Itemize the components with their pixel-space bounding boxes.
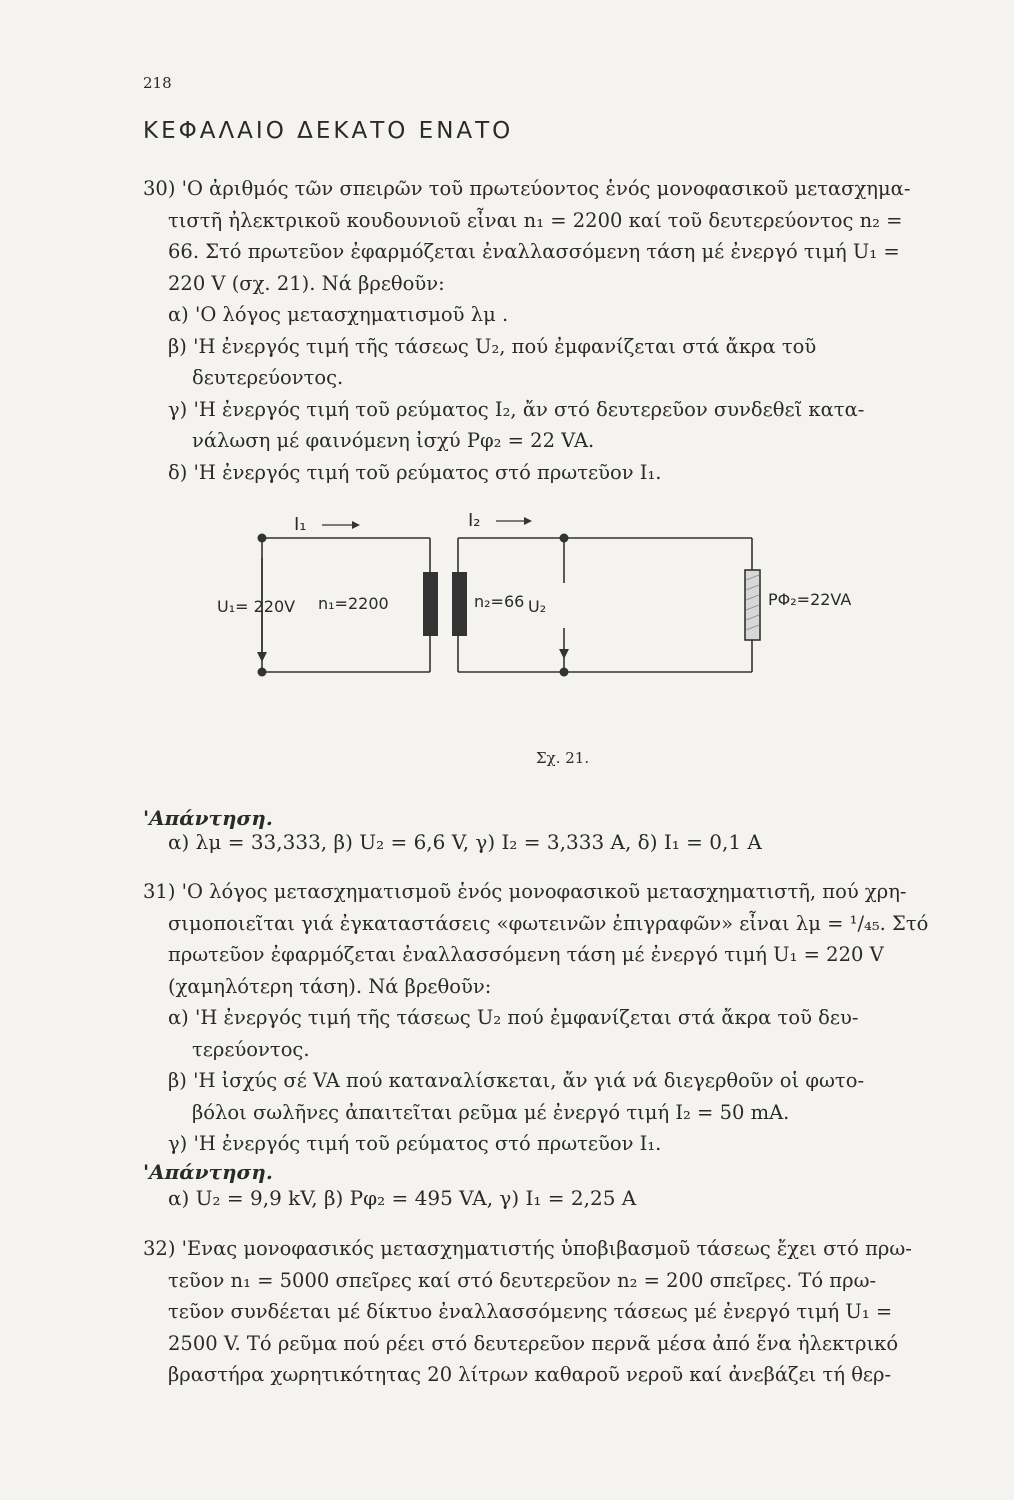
label-current-i1: I₁ (294, 514, 307, 535)
problem-31 (143, 876, 965, 1160)
problem-32-line: τεῦον συνδέεται μέ δίκτυο ἐναλλασσόμενης τάσεως μέ ἐνεργό τιμή U₁ = (168, 1300, 893, 1323)
page-number: 218 (143, 74, 172, 92)
label-turns-n1: n₁=2200 (318, 594, 389, 613)
label-turns-n2: n₂=66 (474, 592, 525, 611)
problem-30-item-d: δ) 'Η ἐνεργός τιμή τοῦ ρεύματος στό πρωτεῦον I₁. (168, 460, 662, 484)
problem-31-item-b-cont: βόλοι σωλῆνες ἀπαιτεῖται ρεῦμα μέ ἐνεργό τιμή I₂ = 50 mA. (192, 1100, 790, 1124)
problem-30-line: 66. Στό πρωτεῦον ἐφαρμόζεται ἐναλλασσόμενη τάση μέ ἐνεργό τιμή U₁ = (168, 240, 900, 263)
problem-30-item-b-cont: δευτερεύοντος. (192, 366, 344, 389)
problem-31-item-b: β) 'Η ἰσχύς σέ VA πού καταναλίσκεται, ἄν γιά νά διεγερθοῦν οἱ φωτο- (168, 1069, 865, 1092)
primary-coil (423, 572, 438, 636)
label-voltage-u1: U₁= 220V (217, 597, 296, 616)
problem-31-line: πρωτεῦον ἐφαρμόζεται ἐναλλασσόμενη τάση μέ ἐνεργό τιμή U₁ = 220 V (168, 943, 884, 966)
label-voltage-u2: U₂ (528, 597, 547, 616)
problem-32-line: βραστήρα χωρητικότητας 20 λίτρων καθαροῦ νεροῦ καί ἀνεβάζει τή θερ- (168, 1363, 892, 1386)
figure-caption: Σχ. 21. (536, 749, 590, 767)
problem-31-item-a-cont: τερεύοντος. (192, 1037, 310, 1061)
problem-30-line: τιστῆ ἠλεκτρικοῦ κουδουνιοῦ εἶναι n₁ = 2200 καί τοῦ δευτερεύοντος n₂ = (168, 208, 903, 232)
answer-30-text: α) λμ = 33,333, β) U₂ = 6,6 V, γ) I₂ = 3,333 A, δ) I₁ = 0,1 A (168, 830, 762, 854)
problem-30-item-b: β) 'Η ἐνεργός τιμή τῆς τάσεως U₂, πού ἐμφανίζεται στά ἄκρα τοῦ (168, 334, 817, 358)
problem-31-item-a: α) 'Η ἐνεργός τιμή τῆς τάσεως U₂ πού ἐμφανίζεται στά ἄκρα τοῦ δευ- (168, 1006, 859, 1029)
answer-31-heading: 'Απάντηση. (143, 1160, 273, 1184)
problem-30-line: 220 V (σχ. 21). Νά βρεθοῦν: (168, 271, 445, 295)
problem-30-item-a: α) 'Ο λόγος μετασχηματισμοῦ λμ . (168, 303, 509, 326)
problem-32-line: τεῦον n₁ = 5000 σπεῖρες καί στό δευτερεῦον n₂ = 200 σπεῖρες. Τό πρω- (168, 1268, 877, 1292)
problem-32-line: 2500 V. Τό ρεῦμα πού ρέει στό δευτερεῦον περνᾶ μέσα ἀπό ἕνα ἠλεκτρικό (168, 1331, 899, 1355)
problem-32 (143, 1233, 965, 1391)
problem-31-line: 31) 'Ο λόγος μετασχηματισμοῦ ἑνός μονοφασικοῦ μετασχηματιστῆ, πού χρη- (143, 880, 907, 903)
problem-32-line: 32) 'Ενας μονοφασικός μετασχηματιστής ὑποβιβασμοῦ τάσεως ἔχει στό πρω- (143, 1237, 912, 1260)
problem-30-line: 30) 'Ο ἀριθμός τῶν σπειρῶν τοῦ πρωτεύοντος ἑνός μονοφασικοῦ μετασχημα- (143, 177, 911, 200)
label-power-p: PΦ₂=22VA (768, 590, 852, 609)
problem-30-item-c-cont: νάλωση μέ φαινόμενη ἰσχύ Pφ₂ = 22 VA. (192, 429, 595, 452)
answer-31-text: α) U₂ = 9,9 kV, β) Pφ₂ = 495 VA, γ) I₁ = 2,25 A (168, 1186, 637, 1210)
problem-31-line: σιμοποιεῖται γιά ἐγκαταστάσεις «φωτεινῶν ἐπιγραφῶν» εἶναι λμ = ¹/₄₅. Στό (168, 911, 929, 935)
answer-30-heading: 'Απάντηση. (143, 806, 273, 830)
chapter-title: ΚΕΦΑΛΑΙΟ ΔΕΚΑΤΟ ΕΝΑΤΟ (143, 118, 514, 144)
problem-31-item-c: γ) 'Η ἐνεργός τιμή τοῦ ρεύματος στό πρωτεῦον I₁. (168, 1132, 662, 1155)
problem-31-line: (χαμηλότερη τάση). Νά βρεθοῦν: (168, 974, 492, 998)
secondary-coil (452, 572, 467, 636)
label-current-i2: I₂ (468, 510, 481, 531)
problem-30-item-c: γ) 'Η ἐνεργός τιμή τοῦ ρεύματος I₂, ἄν στό δευτερεῦον συνδεθεῖ κατα- (168, 397, 865, 421)
